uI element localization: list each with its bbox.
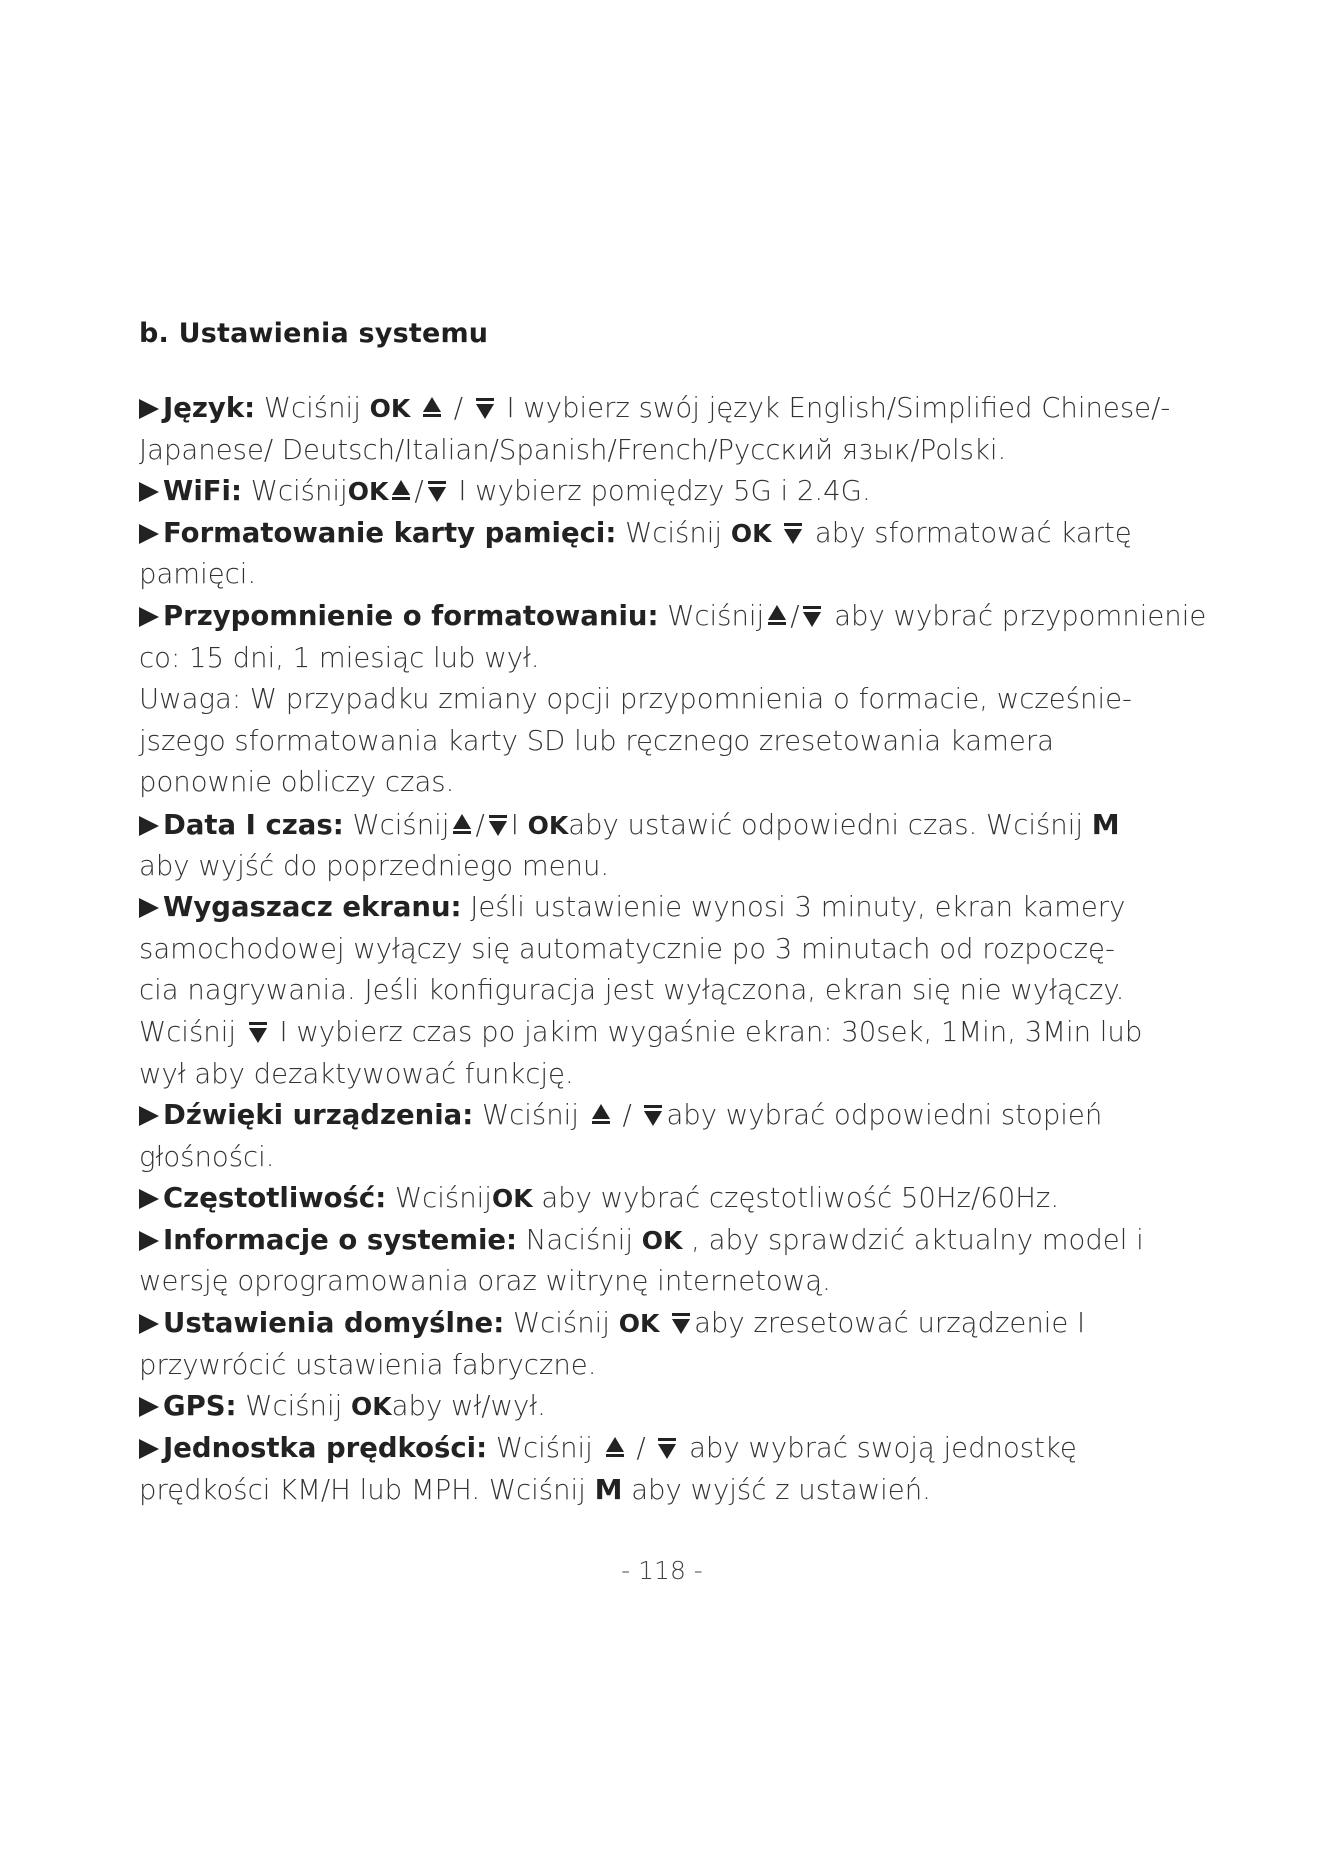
item-text: aby zresetować urządzenie I	[694, 1307, 1086, 1340]
list-item-gps	[139, 1386, 1239, 1428]
up-button-icon	[451, 812, 473, 836]
item-text: aby wybrać częstotliwość 50Hz/60Hz.	[532, 1182, 1060, 1215]
item-text: aby wybrać przypomnienie	[825, 599, 1207, 632]
bullet-arrow-icon	[139, 816, 159, 836]
item-text: I wybierz swój język English/Simplified Chinese/-	[497, 392, 1171, 424]
up-button-icon	[590, 1102, 612, 1126]
item-text: jszego sformatowania karty SD lub ręcznego zresetowania kamera	[139, 724, 1055, 757]
bullet-arrow-icon	[139, 524, 159, 544]
item-label: Ustawienia domyślne:	[163, 1307, 505, 1340]
item-label: Data I czas:	[163, 808, 344, 841]
item-label: Częstotliwość:	[163, 1182, 387, 1215]
bullet-arrow-icon	[139, 1439, 159, 1459]
item-text: Wciśnij	[139, 1015, 245, 1048]
item-text: aby wyjść do poprzedniego menu.	[139, 849, 610, 882]
item-text: przywrócić ustawienia fabryczne.	[139, 1348, 597, 1381]
separator: /	[790, 599, 800, 632]
up-button-icon	[604, 1435, 626, 1459]
bullet-arrow-icon	[139, 898, 159, 918]
item-text: Wciśnij	[487, 1431, 602, 1464]
section-heading: b. Ustawienia systemu	[139, 318, 489, 349]
note-text	[139, 762, 1239, 804]
list-item-sounds	[139, 1095, 1239, 1137]
item-label: Jednostka prędkości:	[163, 1431, 488, 1464]
list-item-date-time	[139, 804, 1239, 846]
item-text: Wciśnij	[616, 516, 731, 549]
list-item-language-cont	[139, 430, 1239, 472]
list-item-format-reminder-cont	[139, 638, 1239, 680]
list-item-sounds-cont	[139, 1137, 1239, 1179]
item-text: aby wybrać swoją jednostkę	[680, 1431, 1077, 1464]
list-item-date-time-cont	[139, 846, 1239, 888]
list-item-wifi	[139, 471, 1239, 513]
item-text: wersję oprogramowania oraz witrynę internetową.	[139, 1265, 831, 1298]
item-text: Uwaga: W przypadku zmiany opcji przypomnienia o formacie, wcześnie-	[139, 683, 1132, 716]
list-item-screensaver-cont	[139, 929, 1239, 971]
note-text	[139, 679, 1239, 721]
page-number: - 118 -	[621, 1556, 703, 1585]
list-item-defaults-cont	[139, 1345, 1239, 1387]
item-label: Przypomnienie o formatowaniu:	[163, 599, 659, 632]
list-item-system-info-cont	[139, 1261, 1239, 1303]
up-button-icon	[766, 603, 788, 627]
list-item-format	[139, 513, 1239, 555]
item-text: prędkości KM/H lub MPH. Wciśnij	[139, 1474, 595, 1507]
list-item-defaults	[139, 1303, 1239, 1345]
item-text: głośności.	[139, 1140, 275, 1173]
settings-list	[139, 388, 1239, 1511]
item-label: GPS:	[163, 1390, 237, 1423]
down-button-icon	[670, 1312, 692, 1336]
separator: /	[414, 475, 424, 508]
list-item-frequency	[139, 1178, 1239, 1220]
item-text: Wciśnij	[386, 1182, 492, 1215]
item-text: Wciśnij	[255, 392, 370, 424]
down-button-icon	[487, 814, 509, 838]
item-text: wył aby dezaktywować funkcję.	[139, 1057, 574, 1090]
ok-key-label: OK	[618, 1309, 660, 1339]
item-text: Wciśnij	[504, 1307, 619, 1340]
list-item-format-cont	[139, 554, 1239, 596]
ok-key-label: OK	[491, 1184, 533, 1214]
down-button-icon	[474, 397, 496, 421]
item-text: pamięci.	[139, 558, 257, 591]
down-button-icon	[801, 605, 823, 629]
list-item-system-info	[139, 1220, 1239, 1262]
down-button-icon	[642, 1104, 664, 1128]
item-text: co: 15 dni, 1 miesiąc lub wył.	[139, 641, 540, 674]
list-item-speed-unit-cont	[139, 1469, 1239, 1511]
m-key-label: M	[594, 1473, 623, 1507]
item-text: aby sformatować kartę	[806, 516, 1132, 549]
list-item-language	[139, 388, 1239, 430]
separator: /	[627, 1431, 655, 1464]
down-button-icon	[247, 1021, 269, 1045]
bullet-arrow-icon	[139, 1231, 159, 1251]
item-text: Wciśnij	[343, 808, 450, 841]
item-text: Japanese/ Deutsch/Italian/Spanish/French/Русский язык/Polski.	[139, 433, 1007, 466]
item-text: ponownie obliczy czas.	[139, 766, 455, 799]
bullet-arrow-icon	[139, 1314, 159, 1334]
list-item-screensaver	[139, 887, 1239, 929]
item-label: Dźwięki urządzenia:	[163, 1099, 474, 1132]
bullet-arrow-icon	[139, 482, 159, 502]
item-label: Język:	[163, 392, 256, 424]
down-button-icon	[656, 1437, 678, 1461]
item-label: Wygaszacz ekranu:	[163, 891, 462, 924]
down-button-icon	[426, 480, 448, 504]
down-button-icon	[782, 522, 804, 546]
item-text: cia nagrywania. Jeśli konfiguracja jest wyłączona, ekran się nie wyłączy.	[139, 974, 1125, 1007]
item-text: aby ustawić odpowiedni czas. Wciśnij	[568, 808, 1092, 841]
note-text	[139, 721, 1239, 763]
separator: /	[475, 808, 485, 841]
ok-key-label: OK	[641, 1225, 683, 1255]
bullet-arrow-icon	[139, 607, 159, 627]
ok-key-label: OK	[347, 477, 389, 507]
item-label: Informacje o systemie:	[163, 1223, 518, 1256]
list-item-format-reminder	[139, 596, 1239, 638]
bullet-arrow-icon	[139, 1106, 159, 1126]
bullet-arrow-icon	[139, 1397, 159, 1417]
item-text: Naciśnij	[517, 1223, 642, 1256]
item-label: Formatowanie karty pamięci:	[163, 516, 617, 549]
list-item-screensaver-cont	[139, 1054, 1239, 1096]
item-text: aby wybrać odpowiedni stopień	[666, 1099, 1103, 1132]
list-item-speed-unit	[139, 1428, 1239, 1470]
bullet-arrow-icon	[139, 1189, 159, 1209]
m-key-label: M	[1091, 807, 1120, 841]
ok-key-label: OK	[351, 1392, 392, 1422]
item-text: I wybierz pomiędzy 5G i 2.4G.	[449, 475, 871, 508]
item-text: aby wł/wył.	[391, 1390, 546, 1423]
item-text: Jeśli ustawienie wynosi 3 minuty, ekran kamery	[461, 891, 1126, 924]
item-label: WiFi:	[163, 475, 242, 508]
list-item-screensaver-cont	[139, 1012, 1239, 1054]
ok-key-label: OK	[730, 518, 772, 548]
up-button-icon	[421, 395, 443, 419]
ok-key-label: OK	[527, 810, 569, 840]
separator: /	[613, 1099, 641, 1132]
item-text: Wciśnij	[236, 1390, 352, 1423]
item-text: , aby sprawdzić aktualny model i	[682, 1223, 1144, 1256]
item-text: aby wyjść z ustawień.	[622, 1474, 931, 1507]
item-text: Wciśnij	[241, 475, 348, 508]
item-text: samochodowej wyłączy się automatycznie po 3 minutach od rozpoczę-	[139, 932, 1115, 965]
item-text: Wciśnij	[473, 1099, 588, 1132]
item-text: I wybierz czas po jakim wygaśnie ekran: 30sek, 1Min, 3Min lub	[270, 1015, 1143, 1048]
item-text: Wciśnij	[658, 599, 765, 632]
conjunction: I	[510, 808, 519, 841]
bullet-arrow-icon	[139, 399, 159, 419]
list-item-screensaver-cont	[139, 970, 1239, 1012]
separator: /	[444, 392, 472, 424]
up-button-icon	[390, 478, 412, 502]
ok-key-label: OK	[369, 394, 411, 423]
